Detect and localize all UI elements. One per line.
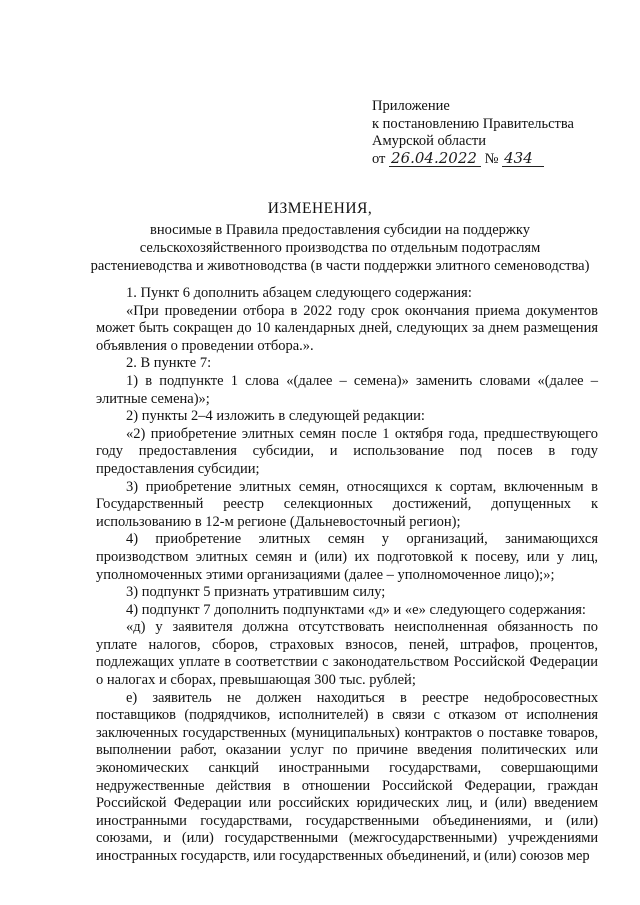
paragraph: «При проведении отбора в 2022 году срок окончания приема документов может быть сокращен до 10 календарных дней, следующих за днем размещения объявления о проведении отбора.». <box>96 302 598 354</box>
paragraph: 4) подпункт 7 дополнить подпунктами «д» и «е» следующего содержания: <box>126 601 586 618</box>
appendix-line-3: Амурской области <box>372 133 486 149</box>
document-title: ИЗМЕНЕНИЯ, <box>267 200 373 217</box>
paragraph: 2. В пункте 7: <box>126 355 212 372</box>
handwritten-date: 26.04.2022 <box>389 151 481 167</box>
subtitle-line: вносимые в Правила предоставления субсидии на поддержку <box>149 222 531 238</box>
paragraph: 4) приобретение элитных семян у организаций, занимающихся производством элитных семян и (или) их подготовкой к посеву, или у лиц, уполномоченных этими организациями (далее – уполномоченное лицо);»; <box>96 531 598 583</box>
paragraph: 1) в подпункте 1 слова «(далее – семена)» заменить словами «(далее – элитные семена)»; <box>96 372 598 407</box>
handwritten-number: 434 <box>502 151 544 167</box>
paragraph: 2) пункты 2–4 изложить в следующей редакции: <box>126 408 425 425</box>
paragraph: «2) приобретение элитных семян после 1 октября года, предшествующего году предоставления субсидии, и использование под посев в году предоставления субсидии; <box>96 425 598 477</box>
paragraph: 3) приобретение элитных семян, относящихся к сортам, включенным в Государственный реестр селекционных достижений, допущенных к использованию в 12-м регионе (Дальневосточный регион); <box>96 478 598 530</box>
paragraph: «д) у заявителя должна отсутствовать неисполненная обязанность по уплате налогов, сборов, страховых взносов, пеней, штрафов, процентов, подлежащих уплате в соответствии с законодательством Российской Федерации о налогах и сборах, превышающая 300 тыс. рублей; <box>96 619 598 689</box>
appendix-date-line <box>372 148 574 169</box>
subtitle-line: сельскохозяйственного производства по отдельным подотраслям <box>139 240 541 256</box>
paragraph: 3) подпункт 5 признать утратившим силу; <box>126 584 386 601</box>
date-prefix: от <box>372 150 386 167</box>
document-subtitle <box>60 221 620 275</box>
appendix-line-1: Приложение <box>372 98 450 114</box>
number-prefix: № <box>484 150 499 167</box>
subtitle-line: растениеводства и животноводства (в части поддержки элитного семеноводства) <box>90 258 590 274</box>
appendix-block <box>372 98 574 168</box>
document-body <box>96 285 598 866</box>
paragraph: е) заявитель не должен находиться в реестре недобросовестных поставщиков (подрядчиков, исполнителей) в связи с отказом от исполнения заключенных государственных (муниципальных) контрактов о поставке товаров, выполнении работ, оказании услуг по причине введения политических или экономических санкций иностранными государствами, совершающими недружественные действия в отношении Российской Федерации, граждан Российской Федерации или российских юридических лиц, и (или) введением иностранными государствами, государственными объединениями, и (или) союзами, и (или) государственными (межгосударственными) учреждениями иностранных государств, или государственных объединений, и (или) союзов мер <box>96 689 598 864</box>
appendix-line-2: к постановлению Правительства <box>372 115 574 132</box>
paragraph: 1. Пункт 6 дополнить абзацем следующего содержания: <box>126 285 472 301</box>
